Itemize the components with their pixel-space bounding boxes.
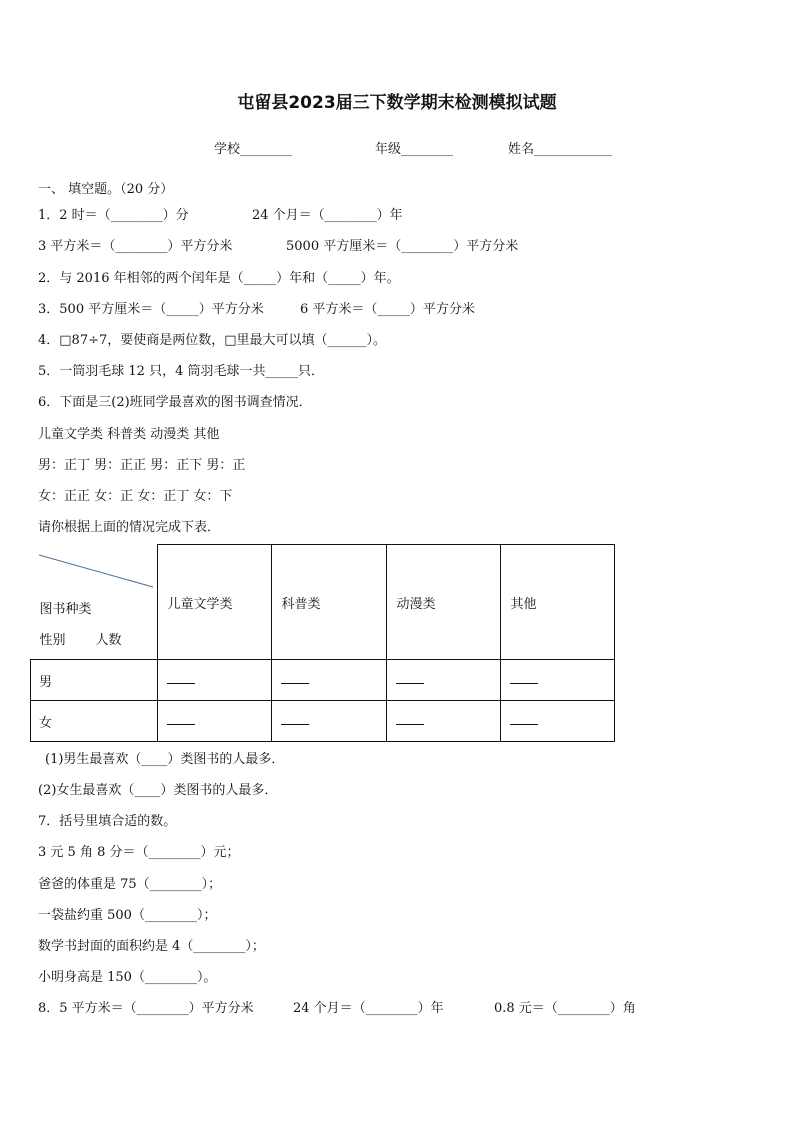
question-7-item: 一袋盐约重 500（________）；	[38, 908, 217, 923]
table-row	[31, 660, 615, 701]
question-6-sub2: (2)女生最喜欢（____）类图书的人最多．	[38, 783, 278, 798]
answer-blank[interactable]	[271, 660, 386, 701]
question-2: 2．与 2016 年相邻的两个闰年是（_____）年和（_____）年。	[38, 271, 400, 286]
question-8b: 24 个月＝（________）年	[293, 1001, 444, 1016]
question-8a: 8．5 平方米＝（________）平方分米	[38, 1001, 254, 1016]
answer-blank[interactable]	[386, 660, 500, 701]
grade-field: 年级________	[375, 142, 454, 157]
question-5: 5．一筒羽毛球 12 只，4 筒羽毛球一共_____只．	[38, 364, 324, 379]
row-label: 女	[31, 701, 158, 742]
answer-blank[interactable]	[157, 701, 271, 742]
question-7-item: 3 元 5 角 8 分＝（________）元；	[38, 845, 240, 860]
question-1a: 1．2 时＝（________）分	[38, 208, 189, 223]
question-4: 4．□87÷7，要使商是两位数，□里最大可以填（______）。	[38, 333, 387, 348]
answer-blank[interactable]	[157, 660, 271, 701]
question-7-item: 小明身高是 150（________）。	[38, 970, 217, 985]
question-6-sub1: (1)男生最喜欢（____）类图书的人最多．	[45, 752, 285, 767]
survey-girls: 女：正正 女：正 女：正丁 女：下	[38, 489, 233, 504]
corner-label-gender: 性别	[39, 632, 66, 648]
table-row	[31, 701, 615, 742]
question-3a: 3．500 平方厘米＝（_____）平方分米	[38, 302, 264, 317]
question-1c: 3 平方米＝（________）平方分米	[38, 239, 233, 254]
answer-blank[interactable]	[500, 660, 614, 701]
section-heading: 一、 填空题。（20 分）	[38, 182, 174, 197]
question-7-item: 爸爸的体重是 75（________）；	[38, 877, 222, 892]
question-6: 6．下面是三(2)班同学最喜欢的图书调查情况．	[38, 395, 312, 410]
answer-blank[interactable]	[500, 701, 614, 742]
table-corner-cell	[31, 545, 158, 660]
question-1d: 5000 平方厘米＝（________）平方分米	[286, 239, 519, 254]
answer-blank[interactable]	[386, 701, 500, 742]
name-field: 姓名____________	[508, 142, 613, 157]
column-header: 动漫类	[386, 545, 500, 660]
survey-table	[30, 544, 615, 742]
question-8c: 0.8 元＝（________）角	[494, 1001, 636, 1016]
row-label: 男	[31, 660, 158, 701]
corner-label-category: 图书种类	[39, 601, 92, 617]
question-3b: 6 平方米＝（_____）平方分米	[300, 302, 475, 317]
page-title: 屯留县2023届三下数学期末检测模拟试题	[237, 93, 557, 113]
question-7: 7．括号里填合适的数。	[38, 814, 177, 829]
school-field: 学校________	[214, 142, 293, 157]
table-instruction: 请你根据上面的情况完成下表．	[38, 520, 221, 535]
answer-blank[interactable]	[271, 701, 386, 742]
survey-boys: 男：正丁 男：正正 男：正下 男：正	[38, 458, 246, 473]
column-header: 科普类	[271, 545, 386, 660]
column-header: 其他	[500, 545, 614, 660]
question-7-item: 数学书封面的面积约是 4（________）；	[38, 939, 265, 954]
corner-label-count: 人数	[95, 632, 122, 648]
column-header: 儿童文学类	[157, 545, 271, 660]
survey-categories: 儿童文学类 科普类 动漫类 其他	[38, 427, 220, 442]
question-1b: 24 个月＝（________）年	[252, 208, 403, 223]
